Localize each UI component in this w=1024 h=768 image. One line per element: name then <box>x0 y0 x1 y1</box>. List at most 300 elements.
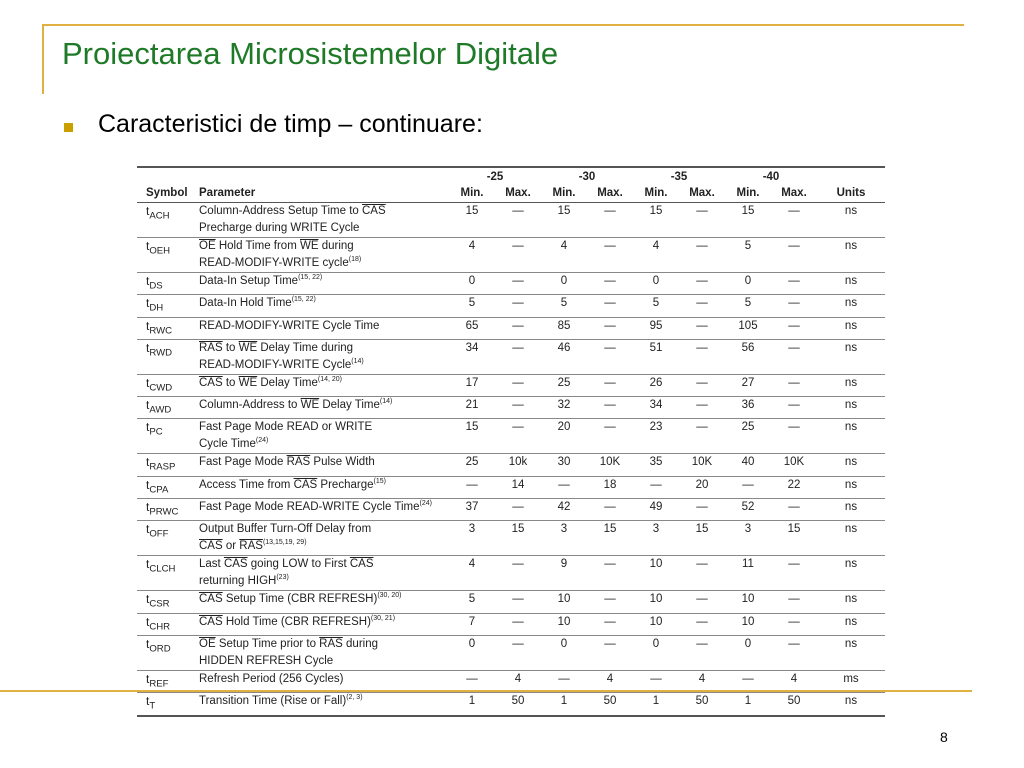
max-value: — <box>788 615 800 628</box>
min-value: 42 <box>557 501 571 514</box>
footnote-ref: (15, 22) <box>291 296 316 304</box>
parameter-cell <box>197 521 449 556</box>
units-cell: ns <box>844 319 858 332</box>
parameter-line <box>199 477 449 494</box>
parameter-line <box>199 273 449 290</box>
max-value: — <box>604 297 616 310</box>
min-value: 7 <box>468 615 476 628</box>
min-value: 3 <box>744 523 752 536</box>
parameter-line <box>199 295 449 312</box>
min-value: 5 <box>744 297 752 310</box>
parameter-cell <box>197 591 449 613</box>
min-value: 1 <box>560 695 568 708</box>
symbol-cell <box>137 317 197 339</box>
max-value: — <box>788 637 800 650</box>
min-value: 17 <box>465 376 479 389</box>
parameter-line <box>199 538 449 555</box>
min-value: 1 <box>468 695 476 708</box>
parameter-text: Data-In Setup Time <box>199 275 299 287</box>
min-header: Min. <box>460 187 484 199</box>
parameter-text: $\overline{CAS}$ to $\overline{WE}$ Delay Time <box>199 376 318 389</box>
symbol-cell <box>137 273 197 295</box>
parameter-line <box>199 203 449 220</box>
symbol-cell <box>137 238 197 273</box>
symbol-cell <box>137 476 197 498</box>
symbol-subscript: DH <box>149 302 164 314</box>
parameter-cell <box>197 238 449 273</box>
min-value: — <box>742 672 754 685</box>
symbol-subscript: CHR <box>149 620 171 632</box>
units-header: Units <box>836 187 866 199</box>
max-value: — <box>696 275 708 287</box>
units-cell: ns <box>844 341 858 354</box>
min-value: — <box>742 478 754 491</box>
symbol-cell <box>137 613 197 635</box>
min-value: 25 <box>557 376 571 389</box>
symbol-letter: t <box>146 420 150 435</box>
max-value: — <box>696 376 708 389</box>
max-value: — <box>696 593 708 606</box>
footnote-ref: (14) <box>379 398 393 406</box>
parameter-cell <box>197 203 449 238</box>
footnote-ref: (30, 20) <box>377 592 402 600</box>
parameter-text: $\overline{RAS}$ to $\overline{WE}$ Delay Time during <box>199 341 354 354</box>
parameter-text: Access Time from $\overline{CAS}$ Precharge <box>199 478 374 491</box>
min-value: 10 <box>649 558 663 571</box>
min-value: 85 <box>557 319 571 332</box>
symbol-letter: t <box>146 694 150 709</box>
min-value: 10 <box>649 615 663 628</box>
min-value: — <box>466 478 478 491</box>
slide-title: Proiectarea Microsistemelor Digitale <box>62 36 559 71</box>
bottom-accent-rule <box>0 690 972 692</box>
table-row <box>137 339 885 374</box>
parameter-text: $\overline{CAS}$ Hold Time (CBR REFRESH) <box>199 615 371 628</box>
footnote-ref: (30, 21) <box>370 614 396 622</box>
min-value: 0 <box>468 275 476 287</box>
symbol-letter: t <box>146 340 150 355</box>
min-value: 10 <box>649 593 663 606</box>
units-cell: ns <box>844 376 858 389</box>
symbol-letter: t <box>146 522 150 537</box>
symbol-cell <box>137 635 197 670</box>
max-value: — <box>696 399 708 412</box>
min-value: 23 <box>649 421 663 434</box>
min-value: 4 <box>468 558 476 571</box>
table-row <box>137 295 885 317</box>
table-row <box>137 419 885 454</box>
symbol-subscript: T <box>149 700 156 712</box>
symbol-cell <box>137 454 197 476</box>
max-value: — <box>788 240 800 252</box>
min-value: 3 <box>560 523 568 536</box>
min-value: 11 <box>742 558 754 571</box>
parameter-text: $\overline{OE}$ Setup Time prior to $\overline{RAS}$ during <box>199 637 378 650</box>
parameter-cell <box>197 613 449 635</box>
max-value: — <box>788 501 800 514</box>
symbol-subscript: AWD <box>149 404 172 416</box>
group-header: -40 <box>762 171 780 183</box>
symbol-subscript: CWD <box>149 382 173 394</box>
min-value: — <box>558 672 570 685</box>
max-value: — <box>604 399 616 412</box>
min-value: 4 <box>560 240 568 252</box>
parameter-header: Parameter <box>199 187 256 199</box>
symbol-subscript: REF <box>149 678 169 690</box>
symbol-letter: t <box>146 455 150 470</box>
symbol-letter: t <box>146 204 150 218</box>
min-value: — <box>650 478 662 491</box>
max-value: — <box>696 637 708 650</box>
min-value: 36 <box>741 399 755 412</box>
max-value: — <box>788 275 800 287</box>
parameter-text: Refresh Period (256 Cycles) <box>199 672 344 685</box>
max-value: 20 <box>695 478 709 491</box>
parameter-line <box>199 499 449 516</box>
min-value: 21 <box>465 399 479 412</box>
max-value: — <box>512 275 524 287</box>
min-value: 25 <box>465 456 479 469</box>
table-row <box>137 238 885 273</box>
symbol-cell <box>137 419 197 454</box>
parameter-text: Data-In Hold Time <box>199 297 292 310</box>
table-row <box>137 374 885 396</box>
parameter-text: READ-MODIFY-WRITE Cycle Time <box>199 319 380 332</box>
timing-table <box>137 168 885 717</box>
max-value: — <box>788 341 800 354</box>
min-value: 0 <box>652 275 660 287</box>
max-value: 22 <box>787 478 801 491</box>
footnote-ref: (24) <box>255 437 269 445</box>
parameter-line <box>199 614 449 631</box>
symbol-subscript: RWC <box>149 324 173 336</box>
parameter-text: Column-Address Setup Time to $\overline{CAS}$ <box>199 205 386 217</box>
footnote-ref: (2, 3) <box>346 694 363 702</box>
parameter-cell <box>197 339 449 374</box>
max-value: 15 <box>787 523 801 536</box>
max-value: — <box>512 297 524 310</box>
parameter-text: Transition Time (Rise or Fall) <box>199 695 347 708</box>
min-value: 5 <box>468 297 476 310</box>
min-value: 5 <box>744 240 752 252</box>
symbol-letter: t <box>146 614 150 629</box>
max-value: — <box>604 275 616 287</box>
min-value: 49 <box>649 501 663 514</box>
parameter-line <box>199 671 449 688</box>
footnote-ref: (14) <box>351 358 364 366</box>
parameter-line <box>199 318 449 335</box>
left-accent-rule <box>42 24 44 94</box>
units-cell: ns <box>844 399 858 412</box>
symbol-subscript: PRWC <box>149 506 179 518</box>
footnote-ref: (15) <box>373 477 386 485</box>
parameter-text: Fast Page Mode READ-WRITE Cycle Time <box>199 501 420 514</box>
header-blank <box>137 168 197 185</box>
symbol-letter: t <box>146 636 150 651</box>
table-row <box>137 521 885 556</box>
parameter-cell <box>197 273 449 295</box>
max-value: — <box>604 558 616 571</box>
parameter-text: $\overline{CAS}$ or $\overline{RAS}$ <box>199 540 263 553</box>
min-value: 25 <box>741 421 755 434</box>
max-value: — <box>512 341 524 354</box>
max-value: — <box>788 376 800 389</box>
max-value: 4 <box>698 672 706 685</box>
min-value: 15 <box>465 421 479 434</box>
max-value: — <box>788 205 800 217</box>
symbol-subscript: OEH <box>149 245 171 257</box>
table-row <box>137 693 885 716</box>
table-row <box>137 397 885 419</box>
header-blank <box>817 168 885 185</box>
min-value: 0 <box>560 275 568 287</box>
parameter-cell <box>197 397 449 419</box>
units-cell: ns <box>844 297 858 310</box>
parameter-text: HIDDEN REFRESH Cycle <box>199 654 334 667</box>
max-value: 50 <box>603 695 617 708</box>
max-value: — <box>604 319 616 332</box>
max-value: — <box>604 637 616 650</box>
symbol-cell <box>137 339 197 374</box>
max-value: — <box>696 319 708 332</box>
min-value: 3 <box>468 523 476 536</box>
max-value: — <box>696 341 708 354</box>
max-header: Max. <box>689 187 715 199</box>
table-body <box>137 203 885 716</box>
min-value: 0 <box>468 637 476 650</box>
min-value: 10 <box>741 593 755 606</box>
max-value: — <box>604 376 616 389</box>
max-value: 15 <box>511 523 525 536</box>
min-value: 3 <box>652 523 660 536</box>
min-value: 30 <box>557 456 571 469</box>
max-value: — <box>512 240 524 252</box>
max-value: — <box>696 615 708 628</box>
min-value: 95 <box>649 319 663 332</box>
symbol-letter: t <box>146 557 150 572</box>
max-value: — <box>512 615 524 628</box>
units-cell: ns <box>844 523 858 536</box>
units-cell: ns <box>844 421 858 434</box>
parameter-cell <box>197 419 449 454</box>
parameter-line <box>199 238 449 255</box>
parameter-cell <box>197 635 449 670</box>
min-value: 35 <box>649 456 663 469</box>
parameter-line <box>199 220 449 237</box>
max-value: — <box>696 421 708 434</box>
top-accent-rule <box>42 24 964 26</box>
parameter-text: $\overline{CAS}$ Setup Time (CBR REFRESH) <box>199 593 378 606</box>
min-value: 0 <box>652 637 660 650</box>
parameter-line <box>199 521 449 538</box>
parameter-line <box>199 454 449 471</box>
max-value: — <box>604 615 616 628</box>
parameter-text: $\overline{OE}$ Hold Time from $\overline{WE}$ during <box>199 240 354 252</box>
min-value: 40 <box>741 456 755 469</box>
units-cell: ns <box>844 558 858 571</box>
min-value: 4 <box>652 240 660 252</box>
max-value: 18 <box>603 478 617 491</box>
table-row <box>137 203 885 238</box>
symbol-subscript: CLCH <box>149 563 176 575</box>
min-value: 26 <box>649 376 663 389</box>
max-value: — <box>788 593 800 606</box>
min-value: — <box>466 672 478 685</box>
page-number: 8 <box>940 729 948 745</box>
min-value: 15 <box>649 205 663 217</box>
min-value: — <box>650 672 662 685</box>
min-value: 9 <box>560 558 568 571</box>
units-cell: ns <box>844 478 858 491</box>
symbol-subscript: CPA <box>149 484 169 496</box>
symbol-cell <box>137 374 197 396</box>
symbol-letter: t <box>146 239 150 253</box>
min-value: 34 <box>649 399 663 412</box>
max-header: Max. <box>505 187 531 199</box>
max-value: — <box>788 558 800 571</box>
max-value: 50 <box>511 695 525 708</box>
min-value: 1 <box>744 695 752 708</box>
max-value: — <box>788 297 800 310</box>
parameter-text: Precharge during WRITE Cycle <box>199 222 360 234</box>
min-value: 37 <box>465 501 479 514</box>
max-value: — <box>512 558 524 571</box>
parameter-text: returning HIGH <box>199 575 277 588</box>
symbol-cell <box>137 499 197 521</box>
parameter-text: Last $\overline{CAS}$ going LOW to First $\overline{CAS}$ <box>199 558 374 571</box>
max-value: — <box>512 205 524 217</box>
symbol-cell <box>137 556 197 591</box>
parameter-line <box>199 653 449 670</box>
table-row <box>137 635 885 670</box>
table-row <box>137 613 885 635</box>
max-value: — <box>512 376 524 389</box>
parameter-line <box>199 340 449 357</box>
max-value: — <box>604 421 616 434</box>
max-value: — <box>604 205 616 217</box>
min-value: 27 <box>741 376 755 389</box>
parameter-line <box>199 636 449 653</box>
symbol-letter: t <box>146 375 150 390</box>
max-value: — <box>604 593 616 606</box>
units-cell: ns <box>844 240 858 252</box>
footnote-ref: (24) <box>419 500 432 508</box>
min-value: 4 <box>468 240 476 252</box>
parameter-text: READ-MODIFY-WRITE cycle <box>199 257 349 269</box>
max-value: — <box>512 421 524 434</box>
group-header: -25 <box>486 171 504 183</box>
max-value: 50 <box>787 695 801 708</box>
min-value: 10 <box>741 615 755 628</box>
table-row <box>137 454 885 476</box>
max-value: — <box>512 319 524 332</box>
max-value: — <box>788 399 800 412</box>
group-header: -30 <box>578 171 596 183</box>
parameter-cell <box>197 374 449 396</box>
min-value: 34 <box>465 341 479 354</box>
units-cell: ns <box>844 593 858 606</box>
symbol-letter: t <box>146 592 150 607</box>
min-value: 5 <box>652 297 660 310</box>
max-value: — <box>604 341 616 354</box>
table-row <box>137 317 885 339</box>
min-value: 5 <box>560 297 568 310</box>
min-value: 46 <box>557 341 571 354</box>
min-value: 0 <box>744 637 752 650</box>
symbol-letter: t <box>146 398 150 413</box>
parameter-line <box>199 556 449 573</box>
symbol-subscript: OFF <box>149 528 169 540</box>
parameter-line <box>199 693 449 710</box>
min-header: Min. <box>736 187 760 199</box>
max-value: — <box>604 240 616 252</box>
max-value: 15 <box>695 523 709 536</box>
max-value: 4 <box>606 672 614 685</box>
parameter-line <box>199 375 449 392</box>
parameter-cell <box>197 317 449 339</box>
max-value: — <box>696 240 708 252</box>
table-row <box>137 591 885 613</box>
table-row <box>137 273 885 295</box>
max-value: — <box>512 593 524 606</box>
units-cell: ns <box>844 456 858 469</box>
max-value: 15 <box>603 523 617 536</box>
footnote-ref: (15, 22) <box>298 274 323 282</box>
symbol-cell <box>137 591 197 613</box>
timing-table-container <box>137 166 885 717</box>
min-header: Min. <box>552 187 576 199</box>
parameter-cell <box>197 693 449 716</box>
min-value: 51 <box>649 341 663 354</box>
footnote-ref: (18) <box>348 256 362 264</box>
symbol-letter: t <box>146 318 150 333</box>
min-value: 65 <box>465 319 479 332</box>
min-value: 10 <box>557 615 571 628</box>
parameter-text: READ-MODIFY-WRITE Cycle <box>199 358 352 371</box>
group-header-row <box>137 168 885 185</box>
max-value: — <box>512 501 524 514</box>
parameter-text: Fast Page Mode READ or WRITE <box>199 421 373 434</box>
max-value: 4 <box>790 672 798 685</box>
symbol-cell <box>137 203 197 238</box>
max-value: 10K <box>599 456 621 469</box>
max-value: — <box>696 297 708 310</box>
units-cell: ns <box>844 637 858 650</box>
max-value: — <box>512 637 524 650</box>
parameter-cell <box>197 556 449 591</box>
min-value: 32 <box>557 399 571 412</box>
symbol-letter: t <box>146 500 150 515</box>
parameter-cell <box>197 499 449 521</box>
min-value: 1 <box>652 695 660 708</box>
symbol-subscript: PC <box>149 426 163 438</box>
min-value: 10 <box>557 593 571 606</box>
max-value: — <box>604 501 616 514</box>
units-cell: ns <box>844 695 858 708</box>
symbol-letter: t <box>146 477 150 492</box>
parameter-text: Fast Page Mode $\overline{RAS}$ Pulse Width <box>199 456 375 469</box>
units-cell: ns <box>844 275 858 287</box>
symbol-subscript: CSR <box>149 598 170 610</box>
units-cell: ns <box>844 501 858 514</box>
min-value: 20 <box>557 421 571 434</box>
min-value: 52 <box>741 501 755 514</box>
symbol-letter: t <box>146 274 150 288</box>
min-value: 5 <box>468 593 476 606</box>
parameter-line <box>199 573 449 590</box>
max-value: — <box>696 205 708 217</box>
max-value: — <box>696 501 708 514</box>
